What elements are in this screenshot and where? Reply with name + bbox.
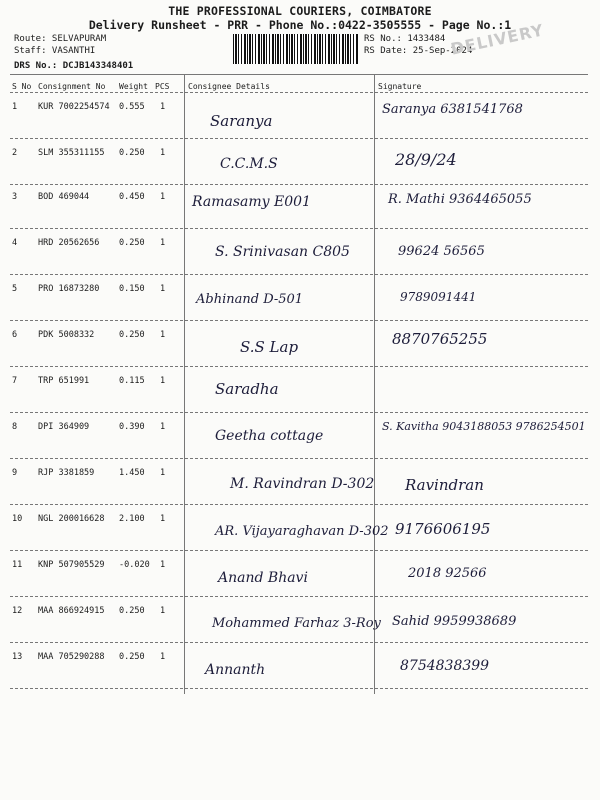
row-consignee-handwritten: Saradha	[215, 380, 279, 398]
row-signature-handwritten: 99624 56565	[398, 244, 485, 259]
staff-label: Staff: VASANTHI	[14, 46, 96, 56]
row-sno: 13	[12, 652, 23, 662]
row-consignment-no: MAA 705290288	[38, 652, 105, 662]
col-header-consignment: Consignment No	[38, 82, 106, 91]
row-pcs: 1	[160, 652, 166, 662]
route-label: Route: SELVAPURAM	[14, 34, 107, 44]
row-pcs: 1	[160, 468, 166, 478]
col-header-consignee: Consignee Details	[188, 82, 270, 91]
row-sno: 8	[12, 422, 18, 432]
row-consignee-handwritten: AR. Vijayaraghavan D-302	[215, 524, 389, 539]
row-consignee-handwritten: Annanth	[205, 662, 266, 678]
row-sno: 4	[12, 238, 18, 248]
row-divider	[10, 642, 588, 643]
row-weight: 0.250	[119, 148, 145, 158]
row-pcs: 1	[160, 330, 166, 340]
row-sno: 10	[12, 514, 23, 524]
row-pcs: 1	[160, 606, 166, 616]
col-header-weight: Weight	[119, 82, 148, 91]
row-weight: 0.250	[119, 330, 145, 340]
row-signature-handwritten: 8754838399	[400, 658, 490, 674]
table-top-rule	[10, 74, 588, 75]
runsheet-subtitle: Delivery Runsheet - PRR - Phone No.:0422-3505555 - Page No.:1	[88, 18, 512, 32]
row-consignee-handwritten: Abhinand D-501	[196, 292, 304, 307]
row-divider	[10, 228, 588, 229]
row-consignment-no: RJP 3381859	[38, 468, 95, 478]
col-divider-signature	[374, 74, 375, 694]
rs-date: RS Date: 25-Sep-2024	[364, 46, 473, 56]
row-consignment-no: TRP 651991	[38, 376, 90, 386]
rs-number: RS No.: 1433484	[364, 34, 446, 44]
row-signature-handwritten: Saranya 6381541768	[382, 102, 523, 117]
barcode	[233, 34, 358, 64]
row-sno: 7	[12, 376, 18, 386]
row-signature-handwritten: Sahid 9959938689	[392, 614, 517, 629]
row-divider	[10, 138, 588, 139]
row-sno: 3	[12, 192, 18, 202]
row-divider	[10, 412, 588, 413]
row-sno: 5	[12, 284, 18, 294]
row-weight: 0.150	[119, 284, 145, 294]
row-pcs: 1	[160, 102, 166, 112]
row-divider	[10, 320, 588, 321]
row-divider	[10, 504, 588, 505]
col-divider-consignee	[184, 74, 185, 694]
row-consignee-handwritten: S. Srinivasan C805	[215, 244, 350, 260]
row-consignee-handwritten: M. Ravindran D-302	[230, 476, 375, 492]
row-pcs: 1	[160, 238, 166, 248]
row-divider	[10, 596, 588, 597]
row-consignment-no: BOD 469044	[38, 192, 90, 202]
row-signature-handwritten: 2018 92566	[408, 566, 487, 581]
row-weight: -0.020	[119, 560, 150, 570]
row-consignee-handwritten: Saranya	[210, 112, 273, 130]
col-header-pcs: PCS	[155, 82, 170, 91]
row-divider	[10, 274, 588, 275]
row-divider	[10, 184, 588, 185]
row-weight: 0.250	[119, 238, 145, 248]
row-consignment-no: HRD 20562656	[38, 238, 100, 248]
row-consignee-handwritten: Geetha cottage	[215, 428, 324, 444]
row-signature-handwritten: R. Mathi 9364465055	[388, 192, 532, 207]
row-consignee-handwritten: Ramasamy E001	[192, 194, 311, 210]
row-consignee-handwritten: C.C.M.S	[220, 156, 278, 172]
row-weight: 0.555	[119, 102, 145, 112]
row-weight: 1.450	[119, 468, 145, 478]
row-divider	[10, 688, 588, 689]
row-sno: 2	[12, 148, 18, 158]
row-consignment-no: NGL 200016628	[38, 514, 105, 524]
row-signature-handwritten: 8870765255	[392, 330, 488, 348]
row-weight: 0.450	[119, 192, 145, 202]
row-consignment-no: KNP 507905529	[38, 560, 105, 570]
row-consignment-no: DPI 364909	[38, 422, 90, 432]
row-pcs: 1	[160, 560, 166, 570]
row-signature-handwritten: Ravindran	[405, 476, 484, 494]
drs-number: DRS No.: DCJB143348401	[14, 61, 134, 71]
row-pcs: 1	[160, 514, 166, 524]
row-weight: 0.390	[119, 422, 145, 432]
row-consignee-handwritten: S.S Lap	[240, 338, 299, 356]
row-divider	[10, 458, 588, 459]
row-consignment-no: MAA 866924915	[38, 606, 105, 616]
col-header-sno: S No	[12, 82, 32, 91]
table-header-rule	[10, 92, 588, 93]
row-weight: 0.115	[119, 376, 145, 386]
row-signature-handwritten: 9176606195	[395, 520, 491, 538]
row-consignee-handwritten: Mohammed Farhaz 3-Roy	[212, 616, 381, 631]
row-signature-handwritten: 28/9/24	[395, 150, 457, 169]
row-divider	[10, 550, 588, 551]
row-pcs: 1	[160, 284, 166, 294]
row-sno: 9	[12, 468, 18, 478]
row-sno: 11	[12, 560, 23, 570]
row-sno: 6	[12, 330, 18, 340]
row-consignment-no: SLM 355311155	[38, 148, 105, 158]
row-consignment-no: PDK 5008332	[38, 330, 95, 340]
row-pcs: 1	[160, 192, 166, 202]
delivery-stamp: DELIVERY	[449, 20, 546, 59]
row-consignment-no: PRO 16873280	[38, 284, 100, 294]
row-sno: 1	[12, 102, 18, 112]
row-consignee-handwritten: Anand Bhavi	[218, 570, 308, 586]
row-pcs: 1	[160, 422, 166, 432]
runsheet-title: THE PROFESSIONAL COURIERS, COIMBATORE	[168, 4, 432, 18]
row-weight: 0.250	[119, 606, 145, 616]
row-weight: 0.250	[119, 652, 145, 662]
row-pcs: 1	[160, 148, 166, 158]
row-signature-handwritten: S. Kavitha 9043188053 9786254501	[382, 420, 586, 433]
row-weight: 2.100	[119, 514, 145, 524]
row-signature-handwritten: 9789091441	[400, 290, 477, 304]
row-pcs: 1	[160, 376, 166, 386]
row-sno: 12	[12, 606, 23, 616]
row-consignment-no: KUR 7002254574	[38, 102, 110, 112]
col-header-signature: Signature	[378, 82, 422, 91]
row-divider	[10, 366, 588, 367]
